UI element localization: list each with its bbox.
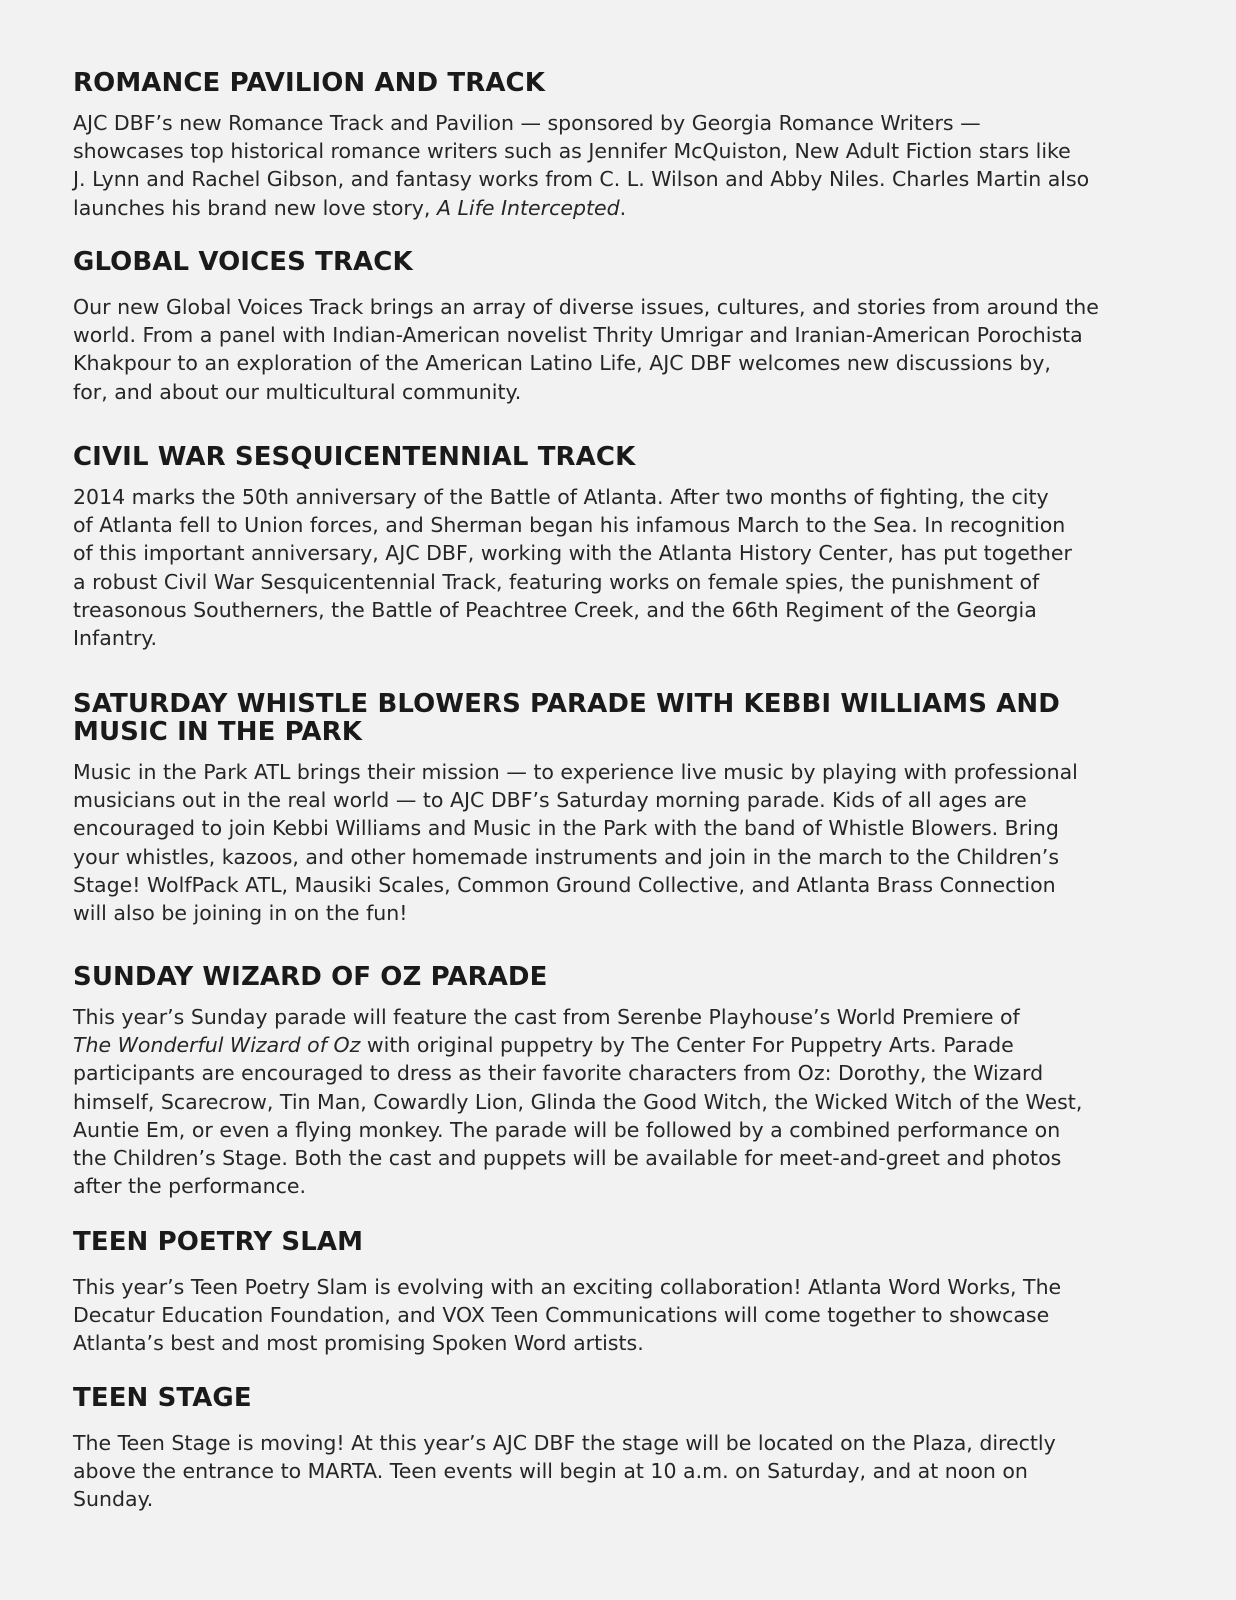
body-line: Decatur Education Foundation, and VOX Teen Communications will come together to showcase [73,1303,1050,1328]
body-line: participants are encouraged to dress as their favorite characters from Oz: Dorothy, the Wizard [73,1061,1044,1086]
body-line: 2014 marks the 50th anniversary of the Battle of Atlanta. After two months of fighting, the city [73,485,1049,509]
section-heading [73,690,1173,746]
section-heading: SUNDAY WIZARD OF OZ PARADE [73,962,548,992]
body-line: J. Lynn and Rachel Gibson, and fantasy works from C. L. Wilson and Abby Niles. Charles Martin also [73,167,1090,192]
body-line: treasonous Southerners, the Battle of Peachtree Creek, and the 66th Regiment of the Georgia [73,597,1037,622]
section-body [73,1429,1173,1514]
section-wizard-of-oz-parade [73,963,1173,1200]
body-line: above the entrance to MARTA. Teen events will begin at 10 a.m. on Saturday, and at noon on [73,1459,1028,1484]
body-line: Atlanta’s best and most promising Spoken Word artists. [73,1331,644,1356]
section-romance-pavilion [73,69,1173,222]
body-line: world. From a panel with Indian-American novelist Thrity Umrigar and Iranian-American Porochista [73,323,1083,348]
body-line: after the performance. [73,1174,306,1199]
body-line: Our new Global Voices Track brings an array of diverse issues, cultures, and stories from around the [73,295,1099,319]
body-line: AJC DBF’s new Romance Track and Pavilion — sponsored by Georgia Romance Writers — [73,111,981,135]
body-line: Music in the Park ATL brings their mission — to experience live music by playing with professional [73,760,1078,784]
section-teen-poetry-slam [73,1228,1173,1358]
book-title: The Wonderful Wizard of Oz [73,1033,361,1058]
body-line: Infantry. [73,626,158,651]
body-line: for, and about our multicultural community. [73,379,522,404]
body-line: of Atlanta fell to Union forces, and Sherman began his infamous March to the Sea. In recognition [73,513,1066,538]
body-line: The Teen Stage is moving! At this year’s AJC DBF the stage will be located on the Plaza, directly [73,1431,1056,1455]
body-line: encouraged to join Kebbi Williams and Music in the Park with the band of Whistle Blowers. Bring [73,816,1059,841]
body-line [73,1031,1173,1059]
section-body [73,109,1173,222]
body-line: This year’s Teen Poetry Slam is evolving with an exciting collaboration! Atlanta Word Works, The [73,1275,1062,1299]
body-line: will also be joining in on the fun! [73,901,408,926]
section-heading: ROMANCE PAVILION AND TRACK [73,68,545,98]
section-global-voices [73,248,1173,406]
body-line: a robust Civil War Sesquicentennial Track, featuring works on female spies, the punishment of [73,569,1040,594]
heading-line: MUSIC IN THE PARK [73,717,362,747]
section-heading: GLOBAL VOICES TRACK [73,247,413,277]
body-line: showcases top historical romance writers such as Jennifer McQuiston, New Adult Fiction stars like [73,139,1071,164]
body-line: the Children’s Stage. Both the cast and puppets will be available for meet-and-greet and photos [73,1146,1062,1171]
body-line: Auntie Em, or even a flying monkey. The parade will be followed by a combined performance on [73,1117,1061,1142]
section-teen-stage [73,1384,1173,1514]
section-body [73,293,1173,406]
body-line: your whistles, kazoos, and other homemade instruments and join in the march to the Children’s [73,844,1060,869]
section-heading: TEEN POETRY SLAM [73,1227,364,1257]
body-line: of this important anniversary, AJC DBF, working with the Atlanta History Center, has put together [73,541,1072,566]
section-whistle-blowers-parade [73,690,1173,927]
book-title: A Life Intercepted [436,195,620,220]
body-line [73,194,1173,222]
body-line: Sunday. [73,1487,154,1512]
body-line: musicians out in the real world — to AJC DBF’s Saturday morning parade. Kids of all ages are [73,788,1027,813]
section-heading: TEEN STAGE [73,1383,252,1413]
section-body [73,483,1173,652]
body-text: with original puppetry by The Center For Puppetry Arts. Parade [360,1033,1014,1058]
body-line: Khakpour to an exploration of the American Latino Life, AJC DBF welcomes new discussions by, [73,351,1051,376]
section-body [73,1273,1173,1358]
body-text: launches his brand new love story, [73,195,437,220]
body-text: . [619,195,627,220]
heading-line: SATURDAY WHISTLE BLOWERS PARADE WITH KEBBI WILLIAMS AND [73,689,1060,719]
section-body [73,758,1173,927]
section-heading: CIVIL WAR SESQUICENTENNIAL TRACK [73,442,636,472]
body-line: Stage! WolfPack ATL, Mausiki Scales, Common Ground Collective, and Atlanta Brass Connection [73,872,1056,897]
body-line: himself, Scarecrow, Tin Man, Cowardly Lion, Glinda the Good Witch, the Wicked Witch of the West, [73,1089,1083,1114]
body-line: This year’s Sunday parade will feature the cast from Serenbe Playhouse’s World Premiere of [73,1005,1020,1029]
section-body [73,1003,1173,1200]
section-civil-war [73,443,1173,652]
